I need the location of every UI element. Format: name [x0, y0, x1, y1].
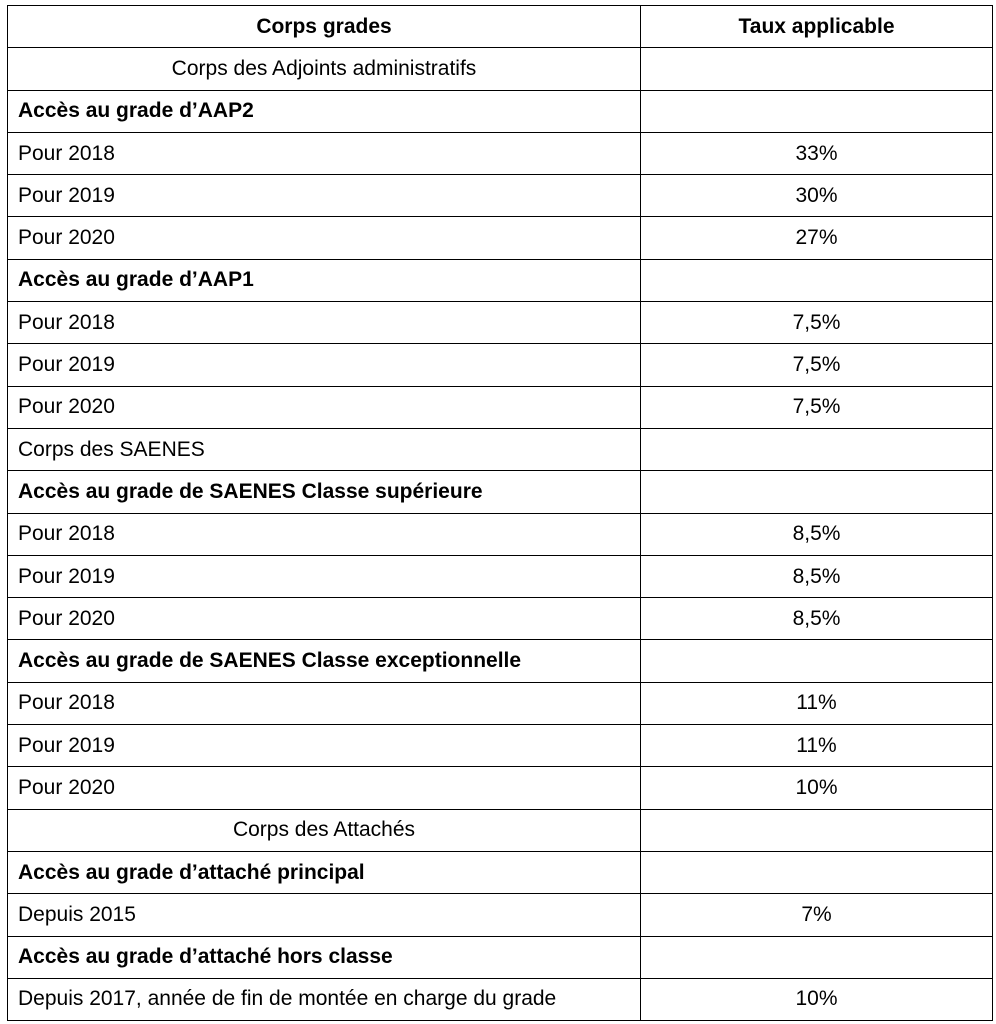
table-row: [8, 48, 993, 90]
row-label: Corps des SAENES: [8, 428, 641, 470]
row-label: Depuis 2017, année de fin de montée en charge du grade: [8, 978, 641, 1020]
row-value: [641, 809, 993, 851]
row-value: 8,5%: [641, 555, 993, 597]
row-value: [641, 851, 993, 893]
row-value: 33%: [641, 132, 993, 174]
row-value: [641, 259, 993, 301]
table-row: [8, 344, 993, 386]
table-row: [8, 471, 993, 513]
row-label: Accès au grade de SAENES Classe exceptionnelle: [8, 640, 641, 682]
table-row: [8, 936, 993, 978]
row-label: Corps des Adjoints administratifs: [8, 48, 641, 90]
row-value: 7,5%: [641, 386, 993, 428]
row-label: Pour 2019: [8, 344, 641, 386]
row-value: [641, 90, 993, 132]
row-value: [641, 471, 993, 513]
table-row: [8, 640, 993, 682]
table-row: [8, 809, 993, 851]
column-header-corps-grades: Corps grades: [8, 6, 641, 48]
row-label: Pour 2018: [8, 513, 641, 555]
table-row: [8, 555, 993, 597]
row-label: Accès au grade d’AAP1: [8, 259, 641, 301]
row-label: Accès au grade d’AAP2: [8, 90, 641, 132]
row-label: Pour 2018: [8, 302, 641, 344]
row-value: 7,5%: [641, 302, 993, 344]
row-value: 10%: [641, 767, 993, 809]
row-label: Pour 2019: [8, 175, 641, 217]
table-row: [8, 259, 993, 301]
row-label: Pour 2020: [8, 217, 641, 259]
table-row: [8, 302, 993, 344]
table-row: [8, 725, 993, 767]
table-row: [8, 894, 993, 936]
table-row: [8, 217, 993, 259]
column-header-taux-applicable: Taux applicable: [641, 6, 993, 48]
table-row: [8, 132, 993, 174]
table-row: [8, 682, 993, 724]
table-row: [8, 851, 993, 893]
row-value: [641, 640, 993, 682]
rates-table: [7, 5, 993, 1021]
row-label: Pour 2019: [8, 725, 641, 767]
row-value: 30%: [641, 175, 993, 217]
row-value: [641, 936, 993, 978]
row-value: 7%: [641, 894, 993, 936]
row-value: 8,5%: [641, 513, 993, 555]
row-label: Pour 2020: [8, 386, 641, 428]
row-label: Accès au grade d’attaché hors classe: [8, 936, 641, 978]
row-value: 7,5%: [641, 344, 993, 386]
row-label: Pour 2019: [8, 555, 641, 597]
table-header-row: [8, 6, 993, 48]
row-label: Pour 2018: [8, 682, 641, 724]
table-row: [8, 428, 993, 470]
table-row: [8, 978, 993, 1020]
table-body: [8, 48, 993, 1021]
table-row: [8, 175, 993, 217]
row-label: Depuis 2015: [8, 894, 641, 936]
table-row: [8, 598, 993, 640]
row-value: 10%: [641, 978, 993, 1020]
row-label: Pour 2020: [8, 598, 641, 640]
table-row: [8, 90, 993, 132]
row-label: Pour 2018: [8, 132, 641, 174]
row-value: [641, 48, 993, 90]
row-value: 11%: [641, 725, 993, 767]
row-value: 11%: [641, 682, 993, 724]
row-label: Corps des Attachés: [8, 809, 641, 851]
table-row: [8, 767, 993, 809]
row-value: 8,5%: [641, 598, 993, 640]
row-value: 27%: [641, 217, 993, 259]
row-label: Accès au grade de SAENES Classe supérieure: [8, 471, 641, 513]
row-label: Pour 2020: [8, 767, 641, 809]
table-row: [8, 386, 993, 428]
table-row: [8, 513, 993, 555]
row-label: Accès au grade d’attaché principal: [8, 851, 641, 893]
row-value: [641, 428, 993, 470]
